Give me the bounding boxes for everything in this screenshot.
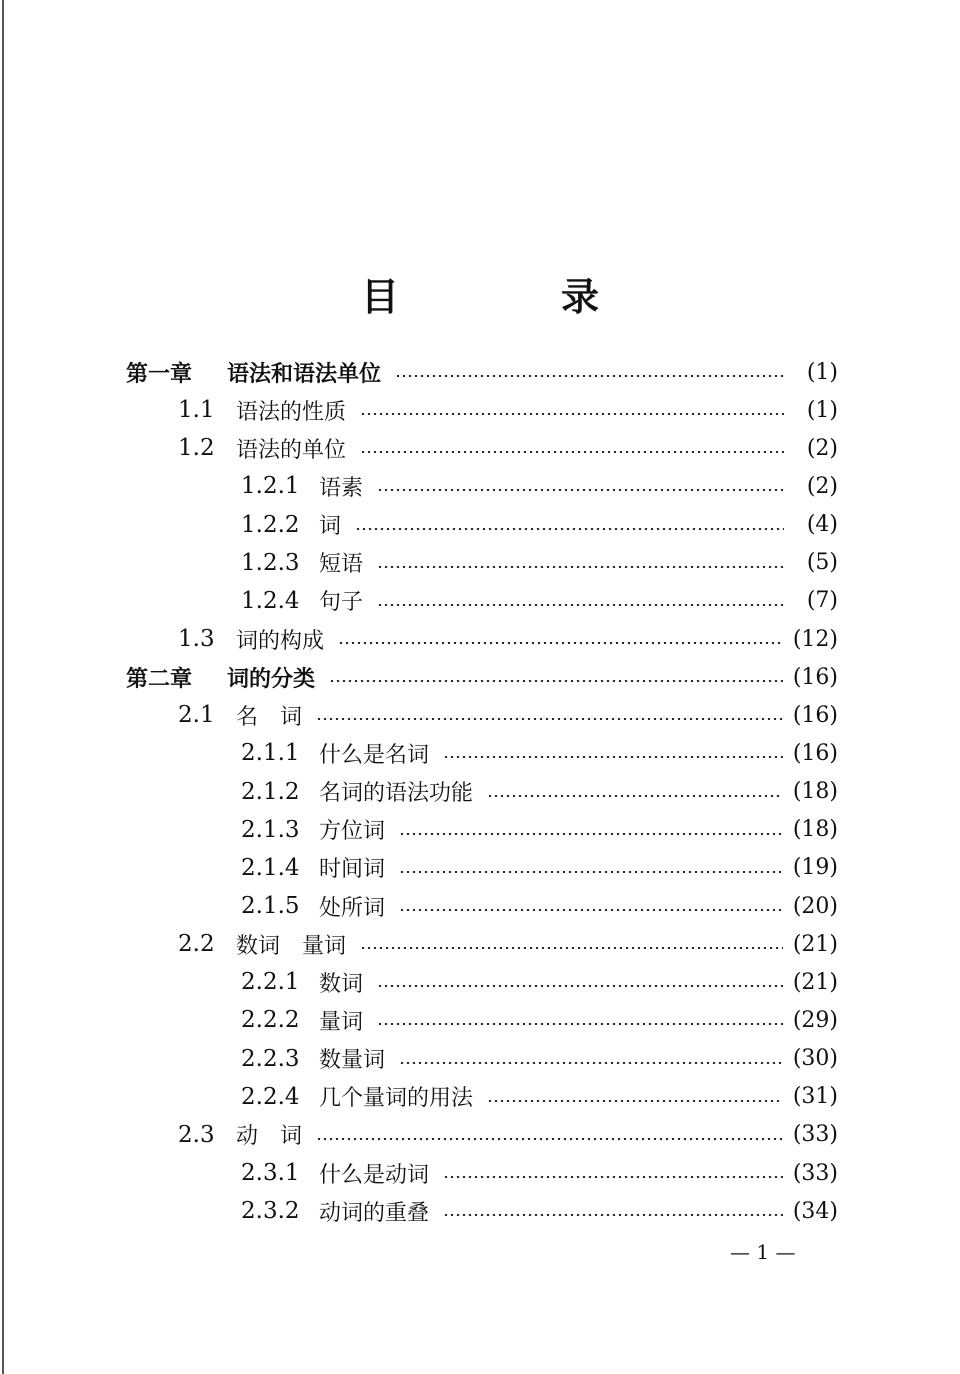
page-ref: (33) [792, 1160, 838, 1186]
section-number: 2.1.5 [241, 893, 300, 920]
page-ref: (1) [806, 359, 838, 385]
dot-leader [399, 1062, 783, 1064]
section-number: 1.2.1 [241, 473, 300, 500]
toc-entry[interactable] [126, 1154, 838, 1192]
section-number: 2.2.4 [241, 1083, 300, 1110]
toc-entry[interactable] [126, 696, 838, 734]
section-title: 词 [319, 514, 342, 540]
toc-entry[interactable] [126, 1040, 838, 1078]
page-ref: (33) [792, 1122, 838, 1148]
page-ref: (21) [792, 969, 838, 995]
toc-entry[interactable] [126, 353, 838, 391]
dot-leader [487, 795, 783, 797]
dot-leader [443, 1214, 783, 1216]
dot-leader [443, 1176, 783, 1178]
section-number: 2.2.2 [241, 1007, 300, 1034]
toc-entry[interactable] [126, 620, 838, 658]
section-number: 1.2.2 [241, 511, 300, 538]
page-ref: (5) [806, 550, 838, 576]
section-title: 数量词 [319, 1048, 386, 1074]
dot-leader [355, 528, 784, 530]
page-ref: (7) [806, 588, 838, 614]
dot-leader [360, 413, 784, 415]
section-number: 2.1.4 [241, 854, 300, 881]
dot-leader [377, 985, 783, 987]
toc-entry[interactable] [126, 658, 838, 696]
section-number: 1.2.3 [241, 549, 300, 576]
section-number: 2.1.2 [241, 778, 300, 805]
section-title: 动词的重叠 [319, 1200, 430, 1226]
section-number: 2.2.3 [241, 1045, 300, 1072]
section-title: 短语 [319, 552, 364, 578]
page-ref: (2) [806, 435, 838, 461]
section-number: 1.2.4 [241, 587, 300, 614]
table-of-contents [126, 353, 838, 1230]
section-number: 2.3.2 [241, 1198, 300, 1225]
toc-entry[interactable] [126, 391, 838, 429]
dot-leader [316, 718, 783, 720]
page-ref: (21) [792, 931, 838, 957]
section-number: 2.2 [178, 931, 215, 958]
toc-entry[interactable] [126, 429, 838, 467]
toc-entry[interactable] [126, 963, 838, 1001]
dot-leader [377, 489, 784, 491]
dot-leader [360, 451, 784, 453]
section-title: 动 词 [236, 1124, 303, 1150]
section-title: 词的构成 [236, 628, 325, 654]
toc-entry[interactable] [126, 925, 838, 963]
section-title: 语法和语法单位 [227, 361, 382, 387]
toc-entry[interactable] [126, 734, 838, 772]
dot-leader [377, 1023, 783, 1025]
toc-entry[interactable] [126, 811, 838, 849]
section-number: 2.1.3 [241, 816, 300, 843]
section-title: 句子 [319, 590, 364, 616]
page-ref: (20) [792, 893, 838, 919]
page-ref: (29) [792, 1007, 838, 1033]
dot-leader [487, 1100, 783, 1102]
page-ref: (16) [792, 702, 838, 728]
section-title: 几个量词的用法 [319, 1086, 474, 1112]
section-number: 第二章 [126, 666, 193, 692]
page-ref: (16) [792, 664, 838, 690]
dot-leader [399, 909, 783, 911]
section-title: 时间词 [319, 857, 386, 883]
page-title: 目 录 [360, 275, 661, 319]
section-title: 语素 [319, 475, 364, 501]
dot-leader [329, 680, 783, 682]
section-title: 数词 [319, 971, 364, 997]
dot-leader [377, 604, 784, 606]
section-title: 语法的性质 [236, 399, 347, 425]
page-ref: (34) [792, 1198, 838, 1224]
section-title: 数词 量词 [236, 933, 347, 959]
section-title: 方位词 [319, 819, 386, 845]
page-ref: (31) [792, 1084, 838, 1110]
section-title: 名词的语法功能 [319, 781, 474, 807]
section-number: 1.2 [178, 435, 215, 462]
dot-leader [316, 1138, 783, 1140]
dot-leader [377, 566, 784, 568]
section-title: 什么是动词 [319, 1162, 430, 1188]
toc-entry[interactable] [126, 1116, 838, 1154]
toc-entry[interactable] [126, 506, 838, 544]
page-ref: (30) [792, 1046, 838, 1072]
dot-leader [360, 947, 783, 949]
page-number: — 1 — [730, 1240, 796, 1264]
dot-leader [399, 871, 783, 873]
dot-leader [399, 833, 783, 835]
section-title: 处所词 [319, 895, 386, 921]
toc-entry[interactable] [126, 582, 838, 620]
toc-entry[interactable] [126, 467, 838, 505]
toc-entry[interactable] [126, 1192, 838, 1230]
section-number: 1.3 [178, 626, 215, 653]
page-edge-line [2, 0, 4, 1374]
page-ref: (4) [806, 512, 838, 538]
toc-entry[interactable] [126, 887, 838, 925]
page-ref: (19) [792, 855, 838, 881]
page-ref: (16) [792, 740, 838, 766]
dot-leader [338, 642, 783, 644]
section-number: 2.3.1 [241, 1160, 300, 1187]
toc-entry[interactable] [126, 1078, 838, 1116]
section-title: 语法的单位 [236, 437, 347, 463]
page-ref: (12) [792, 626, 838, 652]
section-number: 2.1.1 [241, 740, 300, 767]
section-title: 词的分类 [227, 666, 316, 692]
toc-entry[interactable] [126, 849, 838, 887]
dot-leader [443, 756, 783, 758]
toc-entry[interactable] [126, 773, 838, 811]
page-ref: (18) [792, 779, 838, 805]
section-number: 1.1 [178, 397, 215, 424]
toc-entry[interactable] [126, 1001, 838, 1039]
page-ref: (18) [792, 817, 838, 843]
section-title: 量词 [319, 1009, 364, 1035]
page-ref: (1) [806, 397, 838, 423]
section-title: 名 词 [236, 704, 303, 730]
section-title: 什么是名词 [319, 742, 430, 768]
section-number: 2.3 [178, 1121, 215, 1148]
toc-entry[interactable] [126, 544, 838, 582]
section-number: 2.1 [178, 702, 215, 729]
section-number: 第一章 [126, 361, 193, 387]
section-number: 2.2.1 [241, 969, 300, 996]
page-ref: (2) [806, 473, 838, 499]
dot-leader [395, 375, 784, 377]
